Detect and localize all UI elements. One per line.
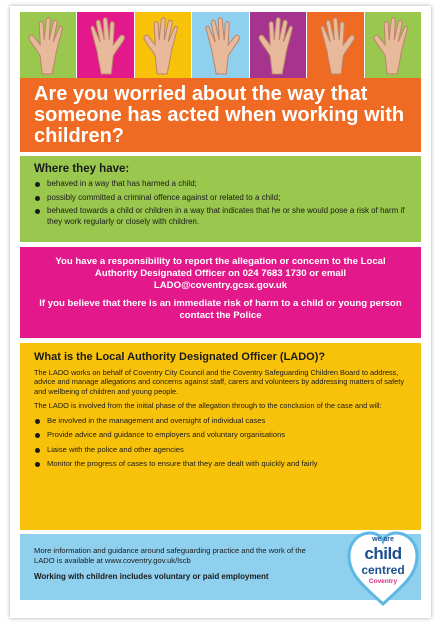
where-they-have-panel xyxy=(20,156,421,242)
responsibility-panel xyxy=(20,247,421,338)
where-title: Where they have: xyxy=(34,163,130,175)
headline-panel xyxy=(20,78,421,152)
hand-strip xyxy=(20,12,421,78)
where-list xyxy=(34,179,407,227)
list-item: Be involved in the management and oversight of individual cases xyxy=(34,416,407,426)
lado-title: What is the Local Authority Designated Officer (LADO)? xyxy=(34,351,326,363)
hand-tile xyxy=(20,12,76,78)
hand-tile xyxy=(192,12,248,78)
police-notice: If you believe that there is an immediate risk of harm to a child or young person contact the Police xyxy=(39,298,402,321)
list-item: behaved in a way that has harmed a child; xyxy=(34,179,407,190)
employment-note: Working with children includes voluntary or paid employment xyxy=(34,572,269,581)
logo-we-are: we are xyxy=(372,536,394,543)
lado-panel xyxy=(20,343,421,530)
lado-paragraph-1: The LADO works on behalf of Coventry City Council and the Coventry Safeguarding Children Board to address, advice and manage allegations and concerns against staff, carers and volunteers by addressing matters of safety and wellbeing of children and young people. xyxy=(34,368,405,396)
hand-tile xyxy=(77,12,133,78)
we-are-child-centred-logo xyxy=(346,528,420,608)
lado-list xyxy=(34,416,407,469)
hand-tile xyxy=(135,12,191,78)
list-item: behaved towards a child or children in a way that indicates that he or she would pose a risk of harm if they work regularly or closely with children. xyxy=(34,206,407,227)
lado-paragraph-2: The LADO is involved from the initial phase of the allegation through to the conclusion of the case and will: xyxy=(34,401,382,411)
hand-icon xyxy=(365,12,421,78)
hand-icon xyxy=(77,12,133,78)
hand-icon xyxy=(192,12,248,78)
hand-icon xyxy=(250,12,306,78)
hand-tile xyxy=(250,12,306,78)
hand-tile xyxy=(307,12,363,78)
more-information: More information and guidance around safeguarding practice and the work of the LADO is available at www.coventry.gov.uk/lscb xyxy=(34,546,306,565)
hand-tile xyxy=(365,12,421,78)
hand-icon xyxy=(20,12,76,78)
hand-icon xyxy=(307,12,363,78)
report-notice: You have a responsibility to report the allegation or concern to the Local Authority Designated Officer on 024 7683 1730 or email LADO@coventry.gcsx.gov.uk xyxy=(55,256,386,291)
list-item: possibly committed a criminal offence against or related to a child; xyxy=(34,193,407,204)
logo-coventry: Coventry xyxy=(368,578,398,585)
list-item: Provide advice and guidance to employers and voluntary organisations xyxy=(34,430,407,440)
logo-child: child xyxy=(364,544,402,563)
logo-centred: centred xyxy=(361,563,405,577)
headline: Are you worried about the way that someone has acted when working with children? xyxy=(34,83,405,147)
hand-icon xyxy=(135,12,191,78)
list-item: Monitor the progress of cases to ensure that they are dealt with quickly and fairly xyxy=(34,459,407,469)
list-item: Liaise with the police and other agencies xyxy=(34,445,407,455)
